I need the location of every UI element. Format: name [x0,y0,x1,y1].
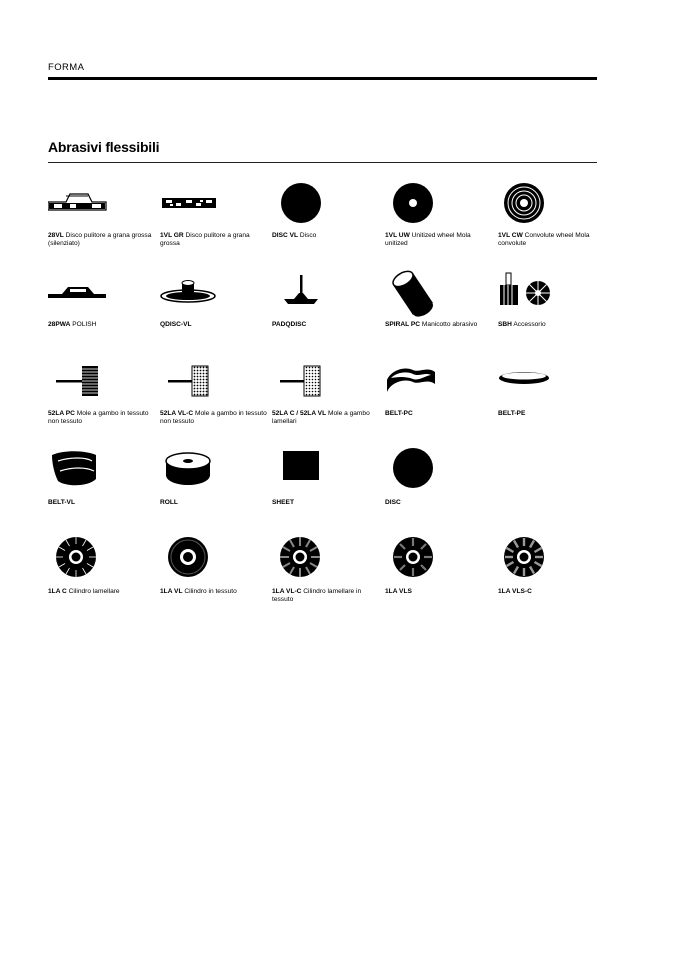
pad-holder-icon [272,265,372,319]
product-desc: Disco [299,232,317,239]
belt-wide-icon [385,354,485,408]
product-desc: Convolute wheel Mola convolute [498,232,590,248]
quick-disc-icon [160,265,260,319]
product-code: 1LA VL [160,588,183,595]
product-code: SPIRAL PC [385,321,421,328]
fabric-wheel-icon [160,532,260,586]
product-desc: Unitized wheel Mola unitized [385,232,471,248]
header-label: FORMA [48,62,85,73]
mounted-wheel-dotted-icon [160,354,260,408]
product-code: 1VL GR [160,232,184,239]
product-code: DISC [385,499,401,506]
solid-disc-icon [272,176,372,230]
product-desc: Mole a gambo in tessuto non tessuto [48,410,149,426]
product-code: BELT-VL [48,499,75,506]
coarse-disc-side-icon [160,176,260,230]
product-code: BELT-PC [385,410,413,417]
product-code: 1LA VLS-C [498,588,532,595]
product-code: 1LA VLS [385,588,412,595]
flap-fabric-wheel-icon [272,532,372,586]
product-desc: Disco pulitore a grana grossa [160,232,250,248]
flap-wheel-icon [48,532,148,586]
product-desc: Manicotto abrasivo [421,321,478,328]
header-rule [48,77,597,80]
unitized-wheel-icon [385,176,485,230]
flap-wheel-vls-icon [385,532,485,586]
product-code: 28PWA [48,321,71,328]
product-desc: POLISH [72,321,97,328]
product-desc: Mole a gambo lamellari [272,410,370,426]
product-code: 52LA VL-C [160,410,194,417]
product-code: ROLL [160,499,178,506]
flap-disc-side-icon [48,176,148,230]
flap-wheel-vls-c-icon [498,532,598,586]
product-desc: Cilindro in tessuto [184,588,237,595]
product-code: 52LA PC [48,410,75,417]
polish-disc-icon [48,265,148,319]
product-code: BELT-PE [498,410,526,417]
disc-icon [385,443,485,497]
section-title: Abrasivi flessibili [48,139,160,155]
product-code: 1LA VL-C [272,588,302,595]
product-code: SBH [498,321,512,328]
product-desc: Cilindro lamellare in tessuto [272,588,362,604]
product-code: QDISC-VL [160,321,192,328]
section-rule [48,162,597,163]
roll-icon [160,443,260,497]
product-code: 1LA C [48,588,67,595]
mounted-wheel-striped-icon [48,354,148,408]
product-code: 1VL UW [385,232,410,239]
product-desc: Cilindro lamellare [68,588,120,595]
product-code: 28VL [48,232,64,239]
product-desc: Accessorio [513,321,546,328]
product-desc: Disco pulitore a grana grossa (silenziato) [48,232,152,248]
product-code: SHEET [272,499,294,506]
sheet-icon [272,443,372,497]
spiral-band-icon [385,265,485,319]
product-code: PADQDISC [272,321,307,328]
product-desc: Mole a gambo in tessuto non tessuto [160,410,267,426]
mounted-wheel-flap-icon [272,354,372,408]
belt-narrow-icon [498,354,598,408]
product-code: 1VL CW [498,232,523,239]
product-code: 52LA C / 52LA VL [272,410,327,417]
convolute-wheel-icon [498,176,598,230]
belt-roll-stack-icon [48,443,148,497]
flap-brush-icon [498,265,598,319]
product-code: DISC VL [272,232,299,239]
